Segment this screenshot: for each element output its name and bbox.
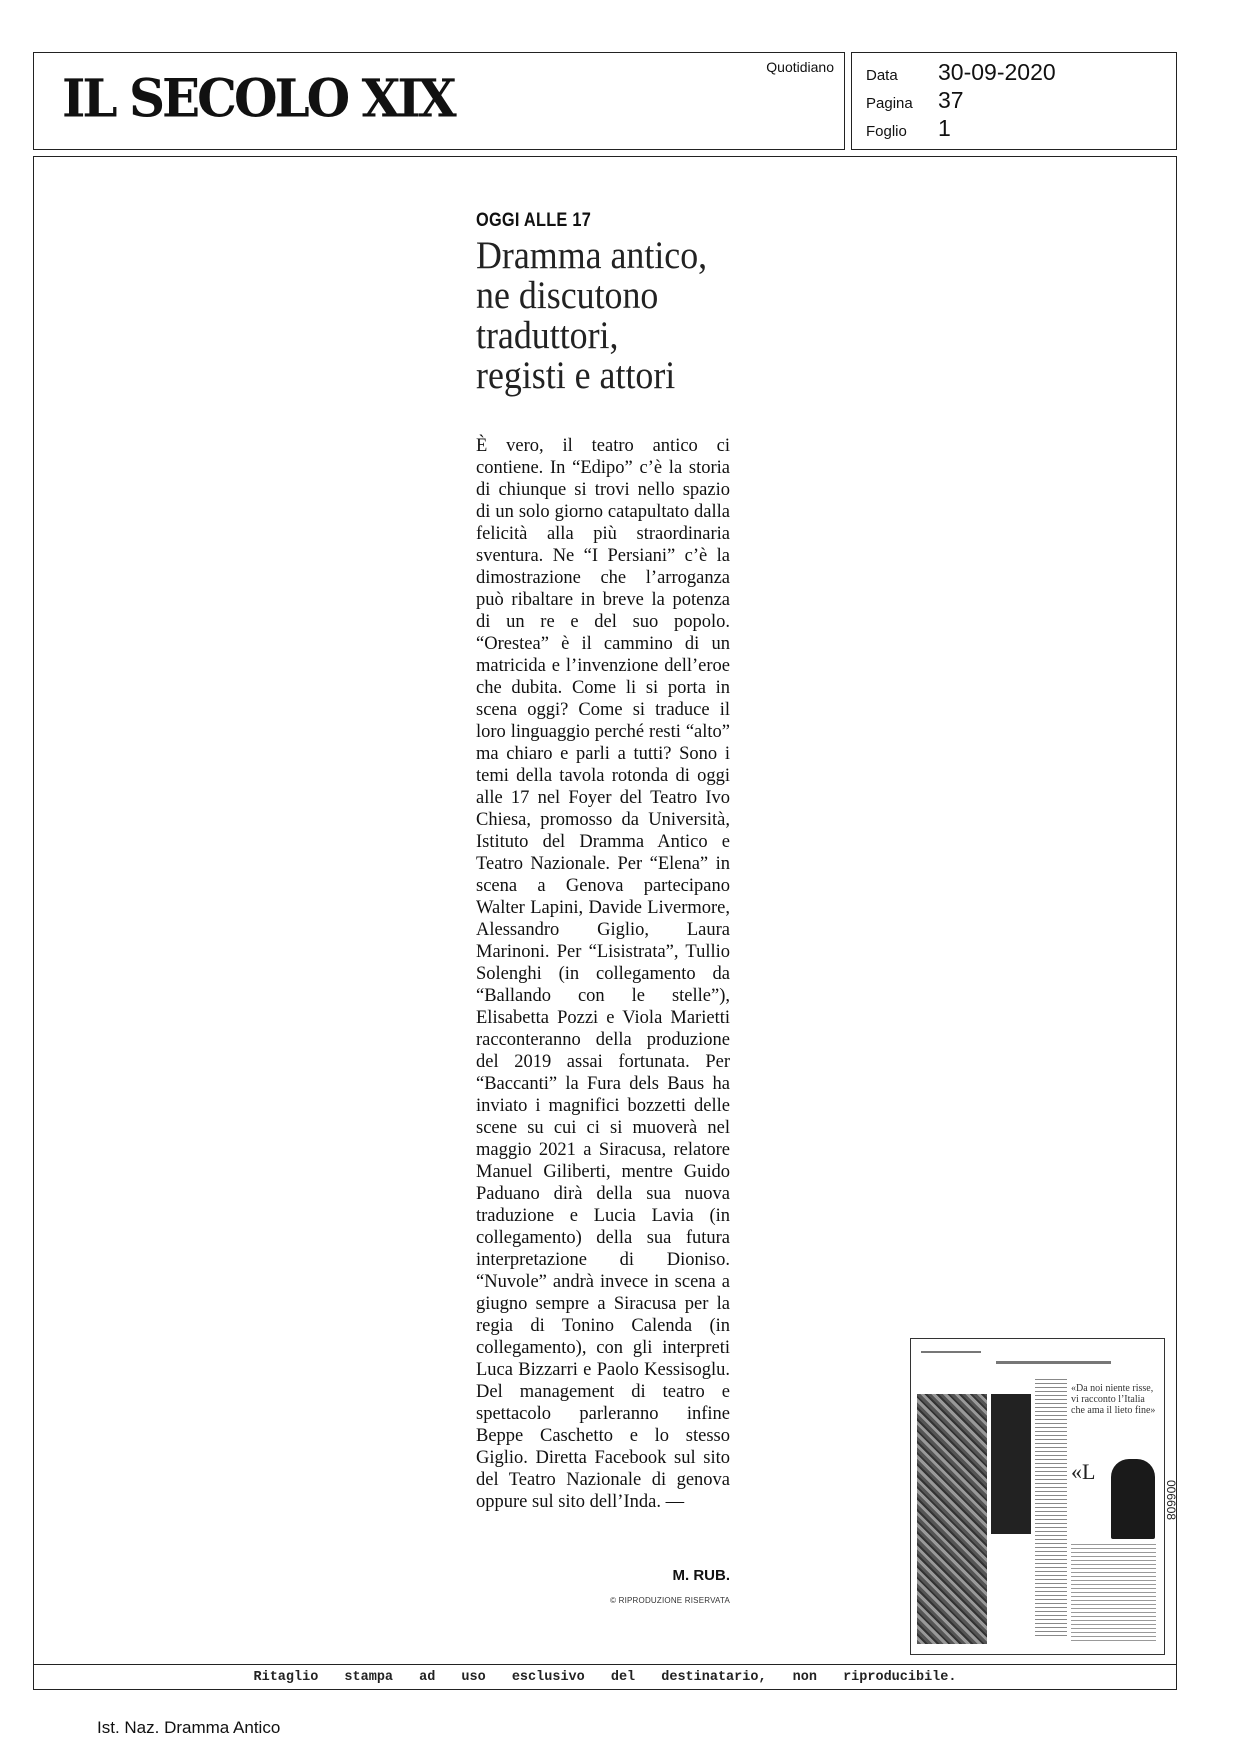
headline-line: registi e attori (476, 354, 676, 397)
thumb-text-column (1035, 1379, 1067, 1639)
meta-value: 30-09-2020 (938, 59, 1056, 85)
meta-value: 1 (938, 115, 951, 141)
thumb-header-line (921, 1351, 981, 1353)
meta-row-date (866, 59, 1056, 86)
meta-label: Foglio (866, 123, 907, 140)
document-code: 006608 (1164, 1480, 1178, 1521)
thumb-initial: «L (1071, 1459, 1096, 1484)
source-label: Ist. Naz. Dramma Antico (97, 1718, 281, 1737)
meta-label: Pagina (866, 95, 913, 112)
headline-line: traduttori, (476, 314, 619, 357)
footer-notice: Ritaglio stampa ad uso esclusivo del destinatario, non riproducibile. (253, 1670, 957, 1685)
meta-value: 37 (938, 87, 964, 113)
meta-row-sheet (866, 115, 951, 142)
meta-box (851, 52, 1177, 150)
copyright-notice: © RIPRODUZIONE RISERVATA (610, 1596, 730, 1605)
meta-row-page (866, 87, 964, 114)
masthead-logo: IL SECOLO XIX (62, 67, 454, 129)
publication-type: Quotidiano (766, 59, 834, 75)
headline-line: Dramma antico, (476, 234, 708, 277)
thumb-portrait (1111, 1459, 1155, 1539)
article-body: È vero, il teatro antico ci contiene. In “Edipo” c’è la storia di chiunque si trovi nello spazio di un solo giorno catapultato dalla felicità alla più straordinaria sventura. Ne “I Persiani” c’è la dimostrazione che l’arroganza può ribaltare in breve la potenza di un re e del suo popolo. “Orestea” è il cammino di un matricida e l’invenzione dell’eroe che dubita. Come li si porta in scena oggi? Come si traduce il loro linguaggio perché resti “alto” ma chiaro e parli a tutti? Sono i temi della tavola rotonda di oggi alle 17 nel Foyer del Teatro Ivo Chiesa, promosso da Università, Istituto del Dramma Antico e Teatro Nazionale. Per “Elena” in scena a Genova partecipano Walter Lapini, Davide Livermore, Alessandro Giglio, Laura Marinoni. Per “Lisistrata”, Tullio Solenghi (in collegamento da “Ballando con le stelle”), Elisabetta Pozzi e Viola Marietti racconteranno della produzione del 2019 assai fortunata. Per “Baccanti” la Fura dels Baus ha inviato i magnifici bozzetti delle scene su cui ci si muoverà nel maggio 2021 a Siracusa, relatore Manuel Giliberti, mentre Guido Paduano dirà della sua nuova traduzione e Lucia Lavia (in collegamento) della sua futura interpretazione di Dioniso. “Nuvole” andrà invece in scena a giugno sempre a Siracusa per la regia di Tonino Calenda (in collegamento), con gli interpreti Luca Bizzarri e Paolo Kessisoglu. Del management di teatro e spettacolo parleranno infine Beppe Caschetto e lo stesso Giglio. Diretta Facebook sul sito del Teatro Nazionale di genova oppure sul sito dell’Inda. — (476, 436, 730, 1512)
thumb-title-line (996, 1361, 1111, 1364)
footer-bar (33, 1664, 1177, 1690)
meta-label: Data (866, 67, 898, 84)
masthead-box (33, 52, 845, 150)
article-kicker: OGGI ALLE 17 (476, 210, 592, 231)
article-header (476, 210, 730, 396)
thumb-photo-column (917, 1394, 987, 1644)
headline-line: ne discutono (476, 274, 659, 317)
article-headline (476, 236, 710, 396)
page-thumbnail (910, 1338, 1165, 1655)
thumb-dark-box (991, 1394, 1031, 1534)
thumb-text-block (1071, 1544, 1156, 1644)
thumb-quote: «Da noi niente risse, vi racconto l’Italia che ama il lieto fine» (1071, 1383, 1156, 1416)
article-byline: M. RUB. (672, 1567, 730, 1584)
